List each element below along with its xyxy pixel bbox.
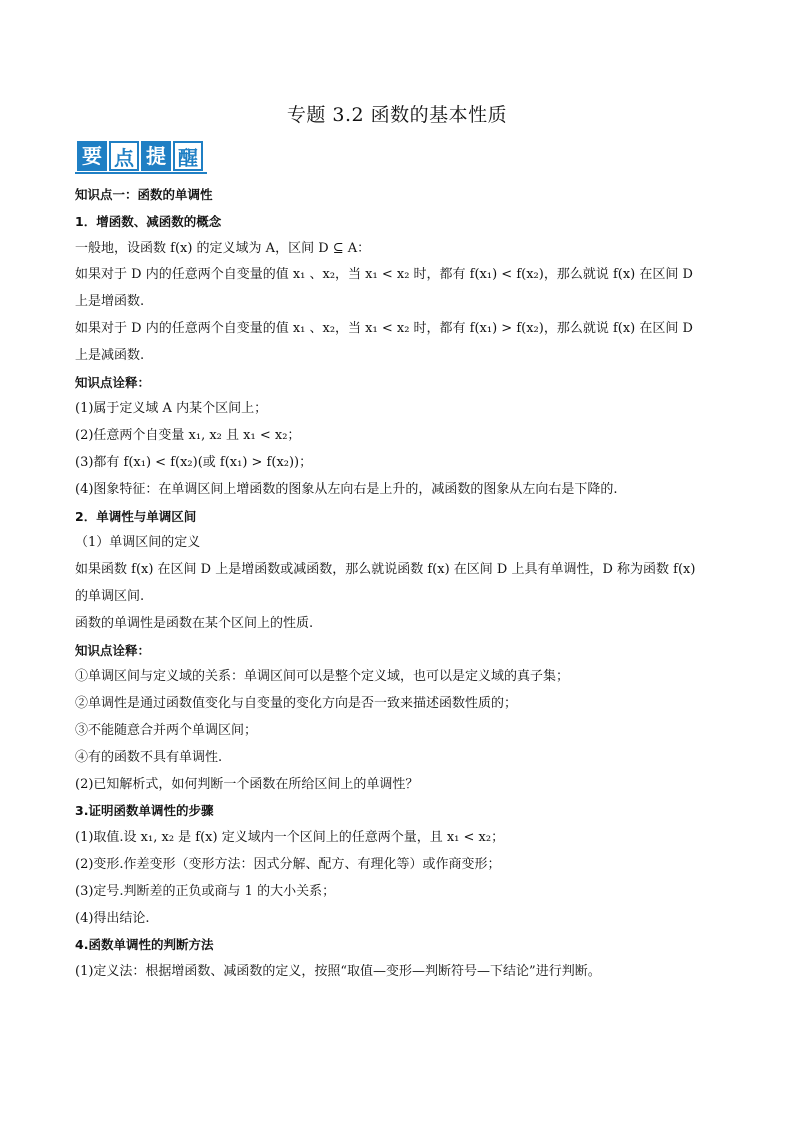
list-item: (2)已知解析式，如何判断一个函数在所给区间上的单调性？ [75,776,419,792]
list-item: (4)图象特征：在单调区间上增函数的图象从左向右是上升的，减函数的图象从左向右是下降的. [75,481,618,497]
subsection-heading: 3.证明函数单调性的步骤 [75,803,214,819]
list-item: (2)任意两个自变量 x₁, x₂ 且 x₁ < x₂； [75,428,301,444]
paragraph-line: 如果对于 D 内的任意两个自变量的值 x₁ 、x₂，当 x₁ < x₂ 时，都有 f(x₁) < f(x₂)，那么就说 f(x) 在区间 D [75,267,693,283]
note-heading: 知识点诠释： [75,374,151,390]
subsection-heading: 4.函数单调性的判断方法 [75,937,214,953]
paragraph-line: 的单调区间. [75,588,145,604]
list-item: (2)变形.作差变形（变形方法：因式分解、配方、有理化等）或作商变形； [75,856,501,872]
list-item: ④有的函数不具有单调性. [75,749,223,765]
list-item: (1)属于定义域 A 内某个区间上； [75,401,268,417]
paragraph-line: 上是减函数. [75,347,145,363]
list-item: (3)都有 f(x₁) < f(x₂)(或 f(x₁) > f(x₂))； [75,454,313,470]
paragraph-line: 一般地，设函数 f(x) 的定义域为 A，区间 D ⊆ A： [75,240,371,256]
list-item: (4)得出结论. [75,910,150,926]
note-heading: 知识点诠释： [75,642,151,658]
paragraph-line: （1）单调区间的定义 [75,535,201,551]
list-item: ②单调性是通过函数值变化与自变量的变化方向是否一致来描述函数性质的； [75,696,518,712]
paragraph-line: 如果对于 D 内的任意两个自变量的值 x₁ 、x₂，当 x₁ < x₂ 时，都有 f(x₁) > f(x₂)，那么就说 f(x) 在区间 D [75,320,693,336]
list-item: ③不能随意合并两个单调区间； [75,722,258,738]
key-points-badge [75,140,207,174]
badge-char-4: 醒 [173,141,203,171]
subsection-heading: 2．单调性与单调区间 [75,508,197,524]
section-heading: 知识点一：函数的单调性 [75,187,213,202]
list-item: ①单调区间与定义域的关系：单调区间可以是整个定义域，也可以是定义域的真子集； [75,669,570,685]
badge-char-3: 提 [141,141,171,171]
list-item: (3)定号.判断差的正负或商与 1 的大小关系； [75,883,336,899]
document-body [75,182,723,986]
paragraph-line: 上是增函数. [75,294,145,310]
page-title: 专题 3.2 函数的基本性质 [286,104,508,126]
subsection-heading: 1．增函数、减函数的概念 [75,213,222,229]
badge-char-1: 要 [77,141,107,171]
list-item: (1)定义法：根据增函数、减函数的定义，按照“取值—变形—判断符号—下结论”进行判断。 [75,964,601,980]
paragraph-line: 函数的单调性是函数在某个区间上的性质. [75,615,314,631]
paragraph-line: 如果函数 f(x) 在区间 D 上是增函数或减函数，那么就说函数 f(x) 在区间 D 上具有单调性，D 称为函数 f(x) [75,562,696,578]
list-item: (1)取值.设 x₁, x₂ 是 f(x) 定义域内一个区间上的任意两个量，且 x₁ < x₂； [75,830,505,846]
badge-char-2: 点 [109,141,139,171]
